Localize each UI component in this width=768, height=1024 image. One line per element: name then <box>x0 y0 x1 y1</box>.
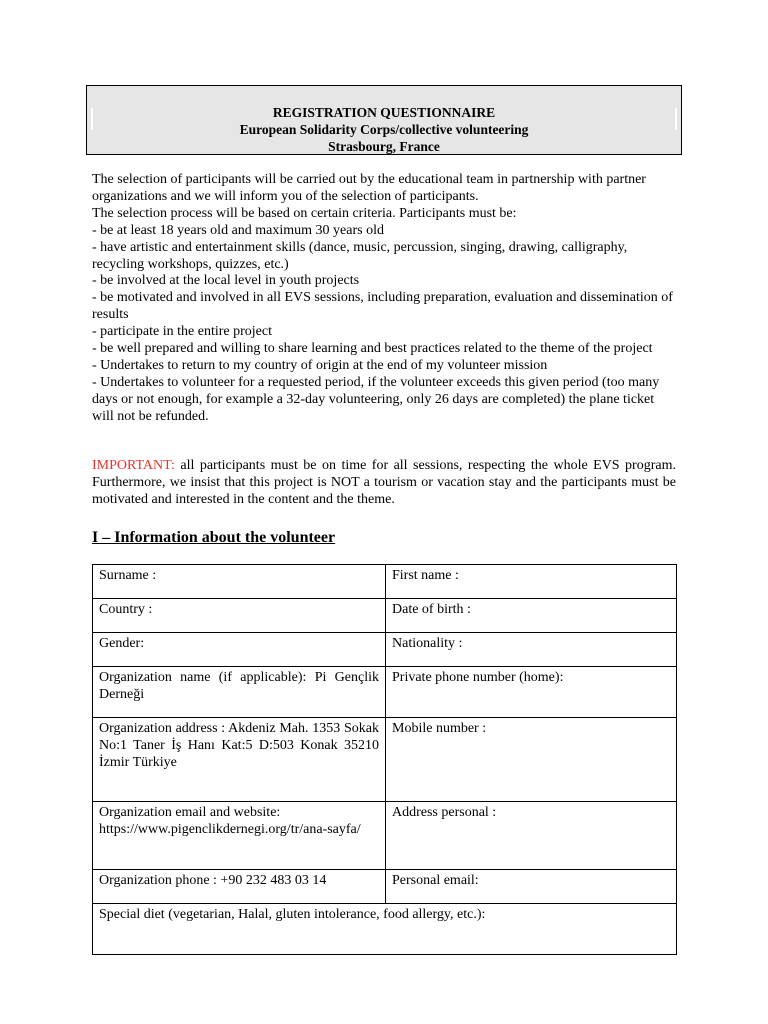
address-personal-field[interactable]: Address personal : <box>386 802 677 870</box>
special-diet-field[interactable]: Special diet (vegetarian, Halal, gluten intolerance, food allergy, etc.): <box>93 904 677 955</box>
org-email-label: Organization email and website: <box>99 805 281 820</box>
criteria-lead: The selection process will be based on certain criteria. Participants must be: <box>92 205 517 221</box>
criteria-item: - have artistic and entertainment skills (dance, music, percussion, singing, drawing, calligraphy, recycling workshops, quizzes, etc.) <box>92 239 628 272</box>
criteria-item: - participate in the entire project <box>92 324 272 340</box>
criteria-item: - be involved at the local level in youth projects <box>92 273 360 289</box>
gender-field[interactable]: Gender: <box>93 633 386 667</box>
volunteer-info-table <box>92 564 677 955</box>
table-row <box>93 565 677 599</box>
org-website-link[interactable]: https://www.pigenclikdernegi.org/tr/ana-sayfa/ <box>99 822 361 837</box>
organization-name-field[interactable]: Organization name (if applicable): Pi Gençlik Derneği <box>93 667 386 718</box>
criteria-item: - be motivated and involved in all EVS sessions, including preparation, evaluation and dissemination of results <box>92 290 673 323</box>
country-field[interactable]: Country : <box>93 599 386 633</box>
criteria-item: - be well prepared and willing to share learning and best practices related to the theme of the project <box>92 341 653 357</box>
important-text: all participants must be on time for all sessions, respecting the whole EVS program. Furthermore, we insist that this project is NOT a tourism or vacation stay and the participants must be motivated and interested in the content and the theme. <box>92 458 676 507</box>
header-box <box>86 85 682 155</box>
table-row <box>93 667 677 718</box>
section-title: I – Information about the volunteer <box>92 529 336 546</box>
table-row <box>93 718 677 802</box>
important-notice <box>92 457 676 508</box>
table-row <box>93 870 677 904</box>
criteria-item: - be at least 18 years old and maximum 30 years old <box>92 222 384 238</box>
personal-email-field[interactable]: Personal email: <box>386 870 677 904</box>
private-phone-field[interactable]: Private phone number (home): <box>386 667 677 718</box>
table-row <box>93 802 677 870</box>
important-label: IMPORTANT: <box>92 458 175 473</box>
date-of-birth-field[interactable]: Date of birth : <box>386 599 677 633</box>
organization-email-website-field[interactable] <box>93 802 386 870</box>
organization-address-field[interactable]: Organization address : Akdeniz Mah. 1353 Sokak No:1 Taner İş Hanı Kat:5 D:503 Konak 35210 İzmir Türkiye <box>93 718 386 802</box>
table-row <box>93 904 677 955</box>
mobile-number-field[interactable]: Mobile number : <box>386 718 677 802</box>
intro-paragraph: The selection of participants will be carried out by the educational team in partnership with partner organizations and we will inform you of the selection of participants. <box>92 172 646 204</box>
table-row <box>93 633 677 667</box>
organization-phone-field[interactable]: Organization phone : +90 232 483 03 14 <box>93 870 386 904</box>
document-subtitle: European Solidarity Corps/collective volunteering <box>239 122 529 137</box>
selection-criteria <box>92 172 676 426</box>
document-location: Strasbourg, France <box>328 139 440 154</box>
table-row <box>93 599 677 633</box>
surname-field[interactable]: Surname : <box>93 565 386 599</box>
document-title: REGISTRATION QUESTIONNAIRE <box>272 105 496 120</box>
criteria-item: - Undertakes to volunteer for a requested period, if the volunteer exceeds this given period (too many days or not enough, for example a 32-day volunteering, only 26 days are completed) the plane ticket will not be refunded. <box>92 374 660 424</box>
first-name-field[interactable]: First name : <box>386 565 677 599</box>
criteria-item: - Undertakes to return to my country of origin at the end of my volunteer mission <box>92 357 548 373</box>
nationality-field[interactable]: Nationality : <box>386 633 677 667</box>
